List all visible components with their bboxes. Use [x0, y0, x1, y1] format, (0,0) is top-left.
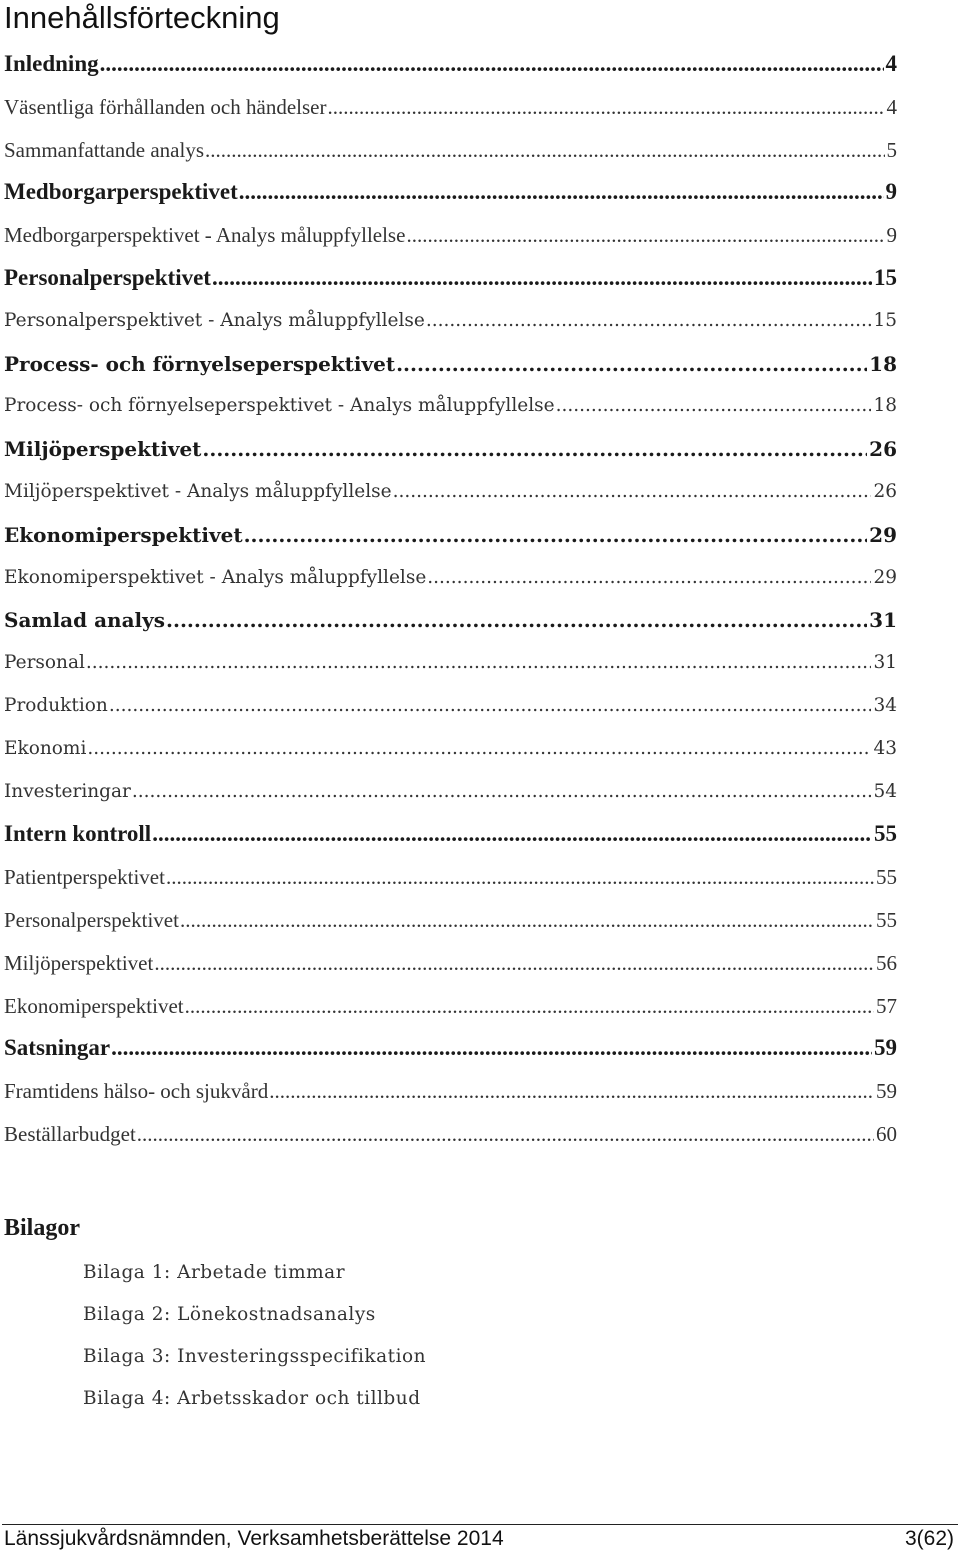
- toc-entry[interactable]: [4, 1027, 897, 1070]
- toc-entry[interactable]: [4, 514, 897, 557]
- toc-entry[interactable]: [4, 728, 897, 771]
- toc-dot-leader: [202, 428, 867, 471]
- toc-entry[interactable]: [4, 300, 897, 343]
- toc-entry-page-number: 55: [876, 907, 897, 932]
- bilagor-list: [83, 1252, 426, 1420]
- toc-entry[interactable]: [4, 86, 897, 129]
- toc-dot-leader: [212, 257, 872, 300]
- toc-dot-leader: [109, 685, 872, 728]
- page-title: Innehållsförteckning: [4, 0, 280, 35]
- toc-entry-label: Process- och förnyelseperspektivet: [4, 351, 396, 376]
- toc-entry[interactable]: [4, 257, 897, 300]
- toc-entry-page-number: 15: [873, 309, 897, 331]
- toc-entry-page-number: 29: [873, 566, 897, 588]
- toc-entry[interactable]: [4, 214, 897, 257]
- toc-dot-leader: [556, 385, 872, 428]
- bilaga-item: Bilaga 1: Arbetade timmar: [83, 1262, 346, 1283]
- toc-entry-page-number: 31: [873, 652, 897, 674]
- toc-dot-leader: [426, 300, 872, 343]
- toc-dot-leader: [269, 1070, 874, 1113]
- toc-dot-leader: [100, 43, 884, 86]
- toc-entry[interactable]: [4, 343, 897, 386]
- toc-entry-label: Patientperspektivet: [4, 865, 165, 890]
- toc-entry-label: Sammanfattande analys: [4, 137, 205, 162]
- bilaga-item: Bilaga 4: Arbetsskador och tillbud: [83, 1388, 421, 1409]
- toc-dot-leader: [180, 899, 874, 942]
- toc-dot-leader: [244, 514, 868, 557]
- toc-dot-leader: [185, 985, 874, 1028]
- toc-dot-leader: [396, 343, 867, 386]
- toc-entry[interactable]: [4, 899, 897, 942]
- toc-entry[interactable]: [4, 813, 897, 856]
- toc-entry-page-number: 56: [876, 950, 897, 975]
- toc-entry[interactable]: [4, 428, 897, 471]
- toc-entry-label: Personalperspektivet - Analys måluppfyllelse: [4, 309, 425, 331]
- toc-entry-label: Intern kontroll: [4, 821, 152, 847]
- toc-entry-page-number: 26: [873, 480, 897, 502]
- toc-entry-label: Miljöperspektivet - Analys måluppfyllelse: [4, 480, 392, 502]
- toc-entry[interactable]: [4, 642, 897, 685]
- toc-dot-leader: [154, 942, 874, 985]
- toc-dot-leader: [111, 1027, 872, 1070]
- bilaga-item: Bilaga 2: Lönekostnadsanalys: [83, 1304, 376, 1325]
- toc-dot-leader: [406, 214, 884, 257]
- toc-entry[interactable]: [4, 685, 897, 728]
- bilaga-item: Bilaga 3: Investeringsspecifikation: [83, 1346, 427, 1367]
- toc-dot-leader: [205, 129, 884, 172]
- toc-entry[interactable]: [4, 129, 897, 172]
- toc-entry-page-number: 5: [886, 137, 897, 162]
- toc-entry-page-number: 18: [869, 351, 897, 376]
- toc-entry-page-number: 43: [873, 737, 897, 759]
- toc-entry[interactable]: [4, 385, 897, 428]
- toc-entry-label: Ekonomiperspektivet - Analys måluppfyllelse: [4, 566, 427, 588]
- toc-entry-page-number: 4: [885, 51, 897, 76]
- toc-dot-leader: [87, 728, 871, 771]
- toc-entry-page-number: 55: [876, 865, 897, 890]
- toc-dot-leader: [427, 557, 871, 600]
- toc-entry[interactable]: [4, 985, 897, 1028]
- toc-entry-label: Väsentliga förhållanden och händelser: [4, 94, 327, 119]
- toc-dot-leader: [137, 1113, 874, 1156]
- toc-entry[interactable]: [4, 771, 897, 814]
- toc-entry-label: Medborgarperspektivet - Analys måluppfyllelse: [4, 223, 406, 248]
- toc-entry[interactable]: [4, 43, 897, 86]
- toc-entry-label: Personalperspektivet: [4, 264, 211, 290]
- toc-entry-page-number: 59: [876, 1079, 897, 1104]
- toc-entry-page-number: 15: [874, 264, 897, 290]
- toc-dot-leader: [239, 171, 884, 214]
- toc-entry-label: Investeringar: [4, 780, 131, 802]
- toc-entry-page-number: 55: [874, 821, 897, 847]
- toc-dot-leader: [132, 771, 872, 814]
- toc-entry[interactable]: [4, 557, 897, 600]
- toc-entry-label: Personalperspektivet: [4, 907, 179, 932]
- toc-entry-page-number: 26: [869, 437, 897, 462]
- toc-entry-label: Ekonomiperspektivet: [4, 522, 243, 547]
- toc-entry[interactable]: [4, 171, 897, 214]
- footer-document-name: Länssjukvårdsnämnden, Verksamhetsberättelse 2014: [4, 1527, 504, 1550]
- toc-dot-leader: [327, 86, 884, 129]
- toc-dot-leader: [166, 856, 874, 899]
- toc-entry[interactable]: [4, 599, 897, 642]
- bilagor-heading: Bilagor: [4, 1215, 80, 1241]
- toc-entry-page-number: 9: [885, 179, 897, 205]
- toc-entry-page-number: 59: [874, 1035, 897, 1061]
- toc-entry-label: Samlad analys: [4, 608, 166, 633]
- toc-entry-label: Personal: [4, 652, 85, 674]
- toc-entry-label: Inledning: [4, 51, 99, 76]
- footer-page-number: 3(62): [904, 1527, 954, 1550]
- toc-entry-page-number: 31: [869, 608, 897, 633]
- toc-dot-leader: [152, 813, 872, 856]
- toc-entry-page-number: 29: [869, 522, 897, 547]
- toc-entry-page-number: 54: [873, 780, 897, 802]
- footer-divider: [2, 1524, 958, 1525]
- toc-entry-label: Ekonomi: [4, 737, 87, 759]
- table-of-contents: [4, 43, 897, 1156]
- toc-entry[interactable]: [4, 856, 897, 899]
- toc-entry-label: Ekonomiperspektivet: [4, 993, 184, 1018]
- toc-entry-label: Miljöperspektivet: [4, 950, 154, 975]
- toc-entry-label: Process- och förnyelseperspektivet - Analys måluppfyllelse: [4, 395, 555, 417]
- toc-entry-label: Miljöperspektivet: [4, 437, 202, 462]
- toc-entry-page-number: 4: [886, 94, 897, 119]
- toc-entry[interactable]: [4, 942, 897, 985]
- toc-entry-label: Produktion: [4, 694, 108, 716]
- toc-entry-page-number: 34: [873, 694, 897, 716]
- toc-entry-label: Satsningar: [4, 1035, 111, 1061]
- toc-entry[interactable]: [4, 1070, 897, 1113]
- toc-entry-page-number: 60: [876, 1121, 897, 1146]
- toc-entry-label: Medborgarperspektivet: [4, 179, 238, 205]
- toc-entry-label: Framtidens hälso- och sjukvård: [4, 1079, 269, 1104]
- toc-dot-leader: [86, 642, 872, 685]
- toc-dot-leader: [166, 599, 867, 642]
- toc-entry-label: Beställarbudget: [4, 1121, 136, 1146]
- toc-entry-page-number: 9: [886, 223, 897, 248]
- toc-entry[interactable]: [4, 471, 897, 514]
- toc-dot-leader: [393, 471, 872, 514]
- toc-entry-page-number: 57: [876, 993, 897, 1018]
- toc-entry[interactable]: [4, 1113, 897, 1156]
- toc-entry-page-number: 18: [873, 395, 897, 417]
